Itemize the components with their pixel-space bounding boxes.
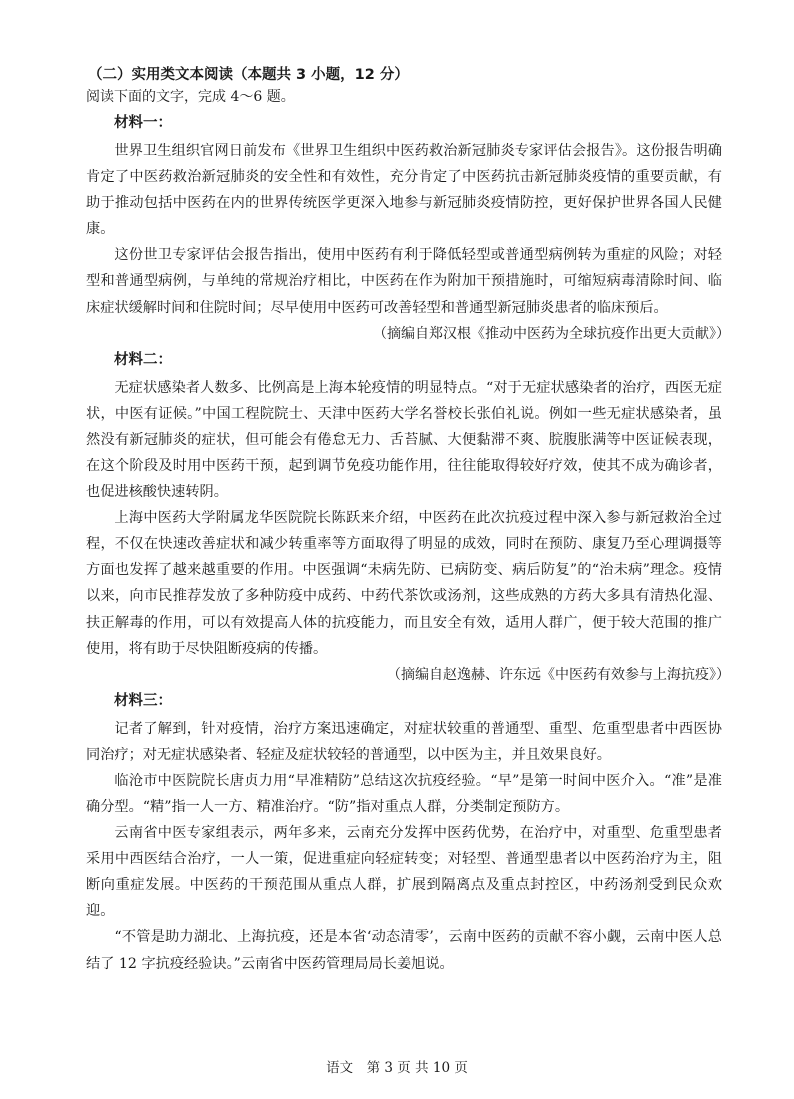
material-three-paragraph-3: 云南省中医专家组表示，两年多来，云南充分发挥中医药优势，在治疗中，对重型、危重型患者采用中西医结合治疗，一人一策，促进重症向轻症转变；对轻型、普通型患者以中医药治疗为主，阻断向重症发展。中医药的干预范围从重点人群，扩展到隔离点及重点封控区，中药汤剂受到民众欢迎。: [86, 825, 722, 920]
material-three-title: 材料三：: [114, 692, 172, 709]
material-one-paragraph-2: 这份世卫专家评估会报告指出，使用中医药有利于降低轻型或普通型病例转为重症的风险；对轻型和普通型病例，与单纯的常规治疗相比，中医药在作为附加干预措施时，可缩短病毒清除时间、临床症状缓解时间和住院时间；尽早使用中医药可改善轻型和普通型新冠肺炎患者的临床预后。: [86, 247, 722, 316]
material-two-title: 材料二：: [114, 351, 172, 368]
page-footer: 语文 第 3 页 共 10 页: [326, 1060, 468, 1076]
material-one-title: 材料一：: [114, 115, 172, 131]
material-one-source: （摘编自郑汉根《推动中医药为全球抗疫作出更大贡献》）: [373, 325, 730, 342]
material-two-source: （摘编自赵逸赫、许东远《中医药有效参与上海抗疫》）: [387, 666, 730, 683]
material-two-paragraph-2: 上海中医药大学附属龙华医院院长陈跃来介绍，中医药在此次抗疫过程中深入参与新冠救治全过程，不仅在快速改善症状和减少转重率等方面取得了明显的成效，同时在预防、康复乃至心理调摄等方面也发挥了越来越重要的作用。中医强调“未病先防、已病防变、病后防复”的“治未病”理念。疫情以来，向市民推荐发放了多种防疫中成药、中药代茶饮或汤剂，这些成熟的方药大多具有清热化湿、扶正解毒的作用，可以有效提高人体的抗疫能力，而且安全有效，适用人群广，便于较大范围的推广使用，将有助于尽快阻断疫病的传播。: [86, 510, 722, 657]
reading-instruction: 阅读下面的文字，完成 4～6 题。: [86, 89, 295, 105]
material-three-paragraph-2: 临沧市中医院院长唐贞力用“早准精防”总结这次抗疫经验。“早”是第一时间中医介入。“准”是准确分型。“精”指一人一方、精准治疗。“防”指对重点人群，分类制定预防方。: [86, 772, 722, 815]
section-title: （二）实用类文本阅读（本题共 3 小题，12 分）: [88, 67, 409, 83]
material-three-paragraph-1: 记者了解到，针对疫情，治疗方案迅速确定，对症状较重的普通型、重型、危重型患者中西医协同治疗；对无症状感染者、轻症及症状较轻的普通型，以中医为主，并且效果良好。: [86, 720, 722, 763]
material-three-paragraph-4: “不管是助力湖北、上海抗疫，还是本省‘动态清零’，云南中医药的贡献不容小觑，云南中医人总结了 12 字抗疫经验诀。”云南省中医药管理局局长姜旭说。: [86, 929, 722, 972]
material-two: [86, 349, 730, 688]
material-one-paragraph-1: 世界卫生组织官网日前发布《世界卫生组织中医药救治新冠肺炎专家评估会报告》。这份报告明确肯定了中医药救治新冠肺炎的安全性和有效性，充分肯定了中医药抗击新冠肺炎疫情的重要贡献，有助于推动包括中医药在内的世界传统医学更深入地参与新冠肺炎疫情防控，更好保护世界各国人民健康。: [86, 143, 722, 238]
material-three: [86, 690, 722, 977]
page-content: [86, 64, 730, 977]
material-one: [86, 112, 730, 347]
material-two-paragraph-1: 无症状感染者人数多、比例高是上海本轮疫情的明显特点。“对于无症状感染者的治疗，西医无症状，中医有证候。”中国工程院院士、天津中医药大学名誉校长张伯礼说。例如一些无症状感染者，虽然没有新冠肺炎的症状，但可能会有倦怠无力、舌苔腻、大便黏滞不爽、脘腹胀满等中医证候表现，在这个阶段及时用中医药干预，起到调节免疫功能作用，往往能取得较好疗效，使其不成为确诊者，也促进核酸快速转阴。: [86, 379, 722, 501]
